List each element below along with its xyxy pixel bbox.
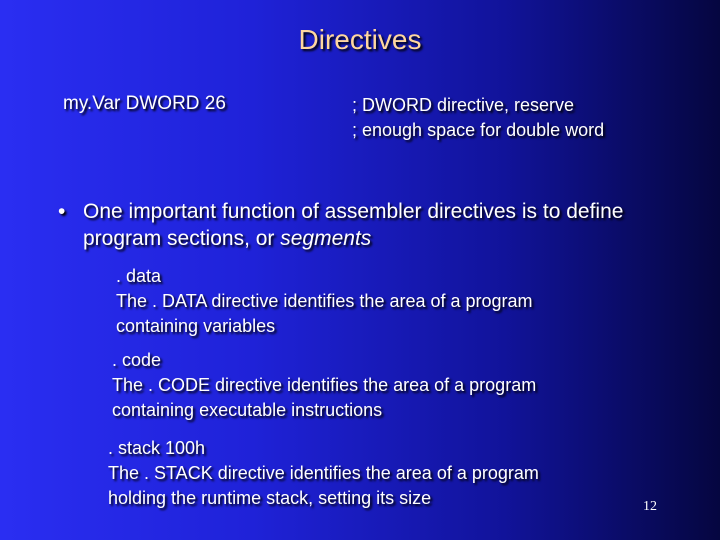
code-comment	[352, 93, 604, 143]
segment-description-line-1: The . STACK directive identifies the area of a program	[108, 463, 539, 483]
bullet-marker: •	[58, 200, 66, 223]
code-statement: my.Var DWORD 26	[63, 93, 226, 114]
segment-description-line-1: The . DATA directive identifies the area of a program	[116, 291, 533, 311]
segment-directive: . data	[116, 266, 162, 286]
segment-stack	[108, 436, 539, 511]
segment-code	[112, 348, 536, 423]
segment-description-line-2: containing executable instructions	[112, 400, 383, 420]
segment-directive: . stack 100h	[108, 438, 206, 458]
slide-title: Directives	[298, 24, 422, 55]
segment-description-line-1: The . CODE directive identifies the area of a program	[112, 375, 537, 395]
bullet-text-main: One important function of assembler directives is to define program sections, or	[83, 200, 624, 250]
bullet-text	[83, 198, 658, 252]
segment-data	[116, 264, 533, 339]
code-comment-line-2: ; enough space for double word	[352, 120, 605, 140]
bullet-point	[58, 198, 658, 252]
segment-description-line-2: holding the runtime stack, setting its size	[108, 488, 432, 508]
bullet-text-emphasis: segments	[280, 227, 372, 250]
segment-description-line-2: containing variables	[116, 316, 276, 336]
segment-directive: . code	[112, 350, 162, 370]
page-number: 12	[643, 499, 657, 514]
code-comment-line-1: ; DWORD directive, reserve	[352, 95, 575, 115]
